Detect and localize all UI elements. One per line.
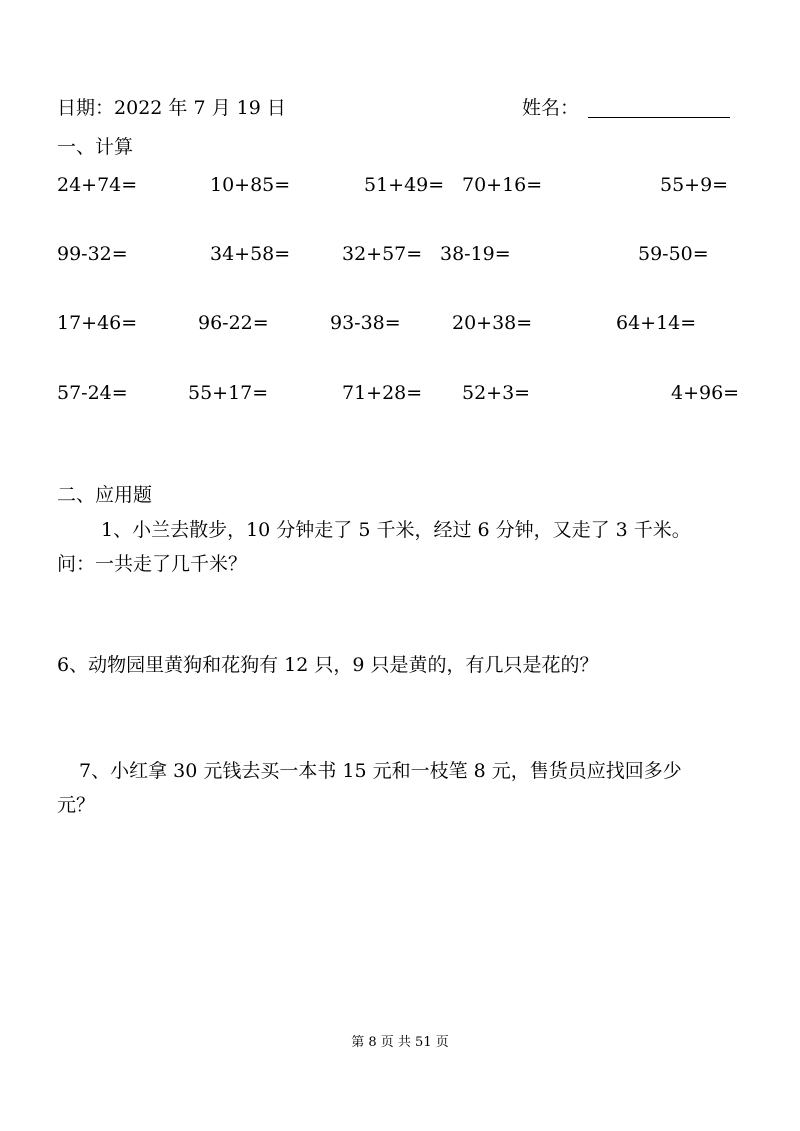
calc-item: 96-22= — [198, 312, 269, 334]
calc-item: 4+96= — [671, 382, 740, 404]
page-number: 第 8 页 共 51 页 — [351, 1035, 449, 1050]
section2-title: 二、应用题 — [57, 484, 153, 506]
name-blank-line — [588, 117, 730, 118]
calc-item: 20+38= — [452, 312, 533, 334]
date-value: 2022 年 7 月 19 日 — [114, 97, 286, 119]
section1-title: 一、计算 — [57, 136, 134, 158]
calc-item: 24+74= — [57, 174, 138, 196]
calc-item: 93-38= — [330, 312, 401, 334]
calc-item: 38-19= — [440, 243, 511, 265]
name-label: 姓名： — [522, 97, 580, 119]
calc-item: 55+9= — [660, 174, 729, 196]
question-7-line2: 元？ — [57, 794, 96, 816]
calc-item: 32+57= — [342, 243, 423, 265]
calc-item: 64+14= — [616, 312, 697, 334]
date-label — [57, 95, 286, 121]
calc-item: 71+28= — [342, 382, 423, 404]
calc-item: 57-24= — [57, 382, 128, 404]
date-label-text: 日期： — [57, 97, 115, 119]
calc-item: 34+58= — [210, 243, 291, 265]
question-1-line2: 问：一共走了几千米？ — [57, 553, 248, 575]
calc-item: 17+46= — [57, 312, 138, 334]
calc-item: 10+85= — [210, 174, 291, 196]
calc-item: 52+3= — [462, 382, 531, 404]
calc-item: 59-50= — [638, 243, 709, 265]
calc-item: 55+17= — [188, 382, 269, 404]
calc-item: 99-32= — [57, 243, 128, 265]
calc-item: 70+16= — [462, 174, 543, 196]
calc-item: 51+49= — [364, 174, 445, 196]
question-7-line1: 7、小红拿 30 元钱去买一本书 15 元和一枝笔 8 元，售货员应找回多少 — [79, 760, 682, 782]
question-1-line1: 1、小兰去散步，10 分钟走了 5 千米，经过 6 分钟，又走了 3 千米。 — [101, 519, 691, 541]
question-6: 6、动物园里黄狗和花狗有 12 只，9 只是黄的，有几只是花的？ — [57, 654, 599, 676]
